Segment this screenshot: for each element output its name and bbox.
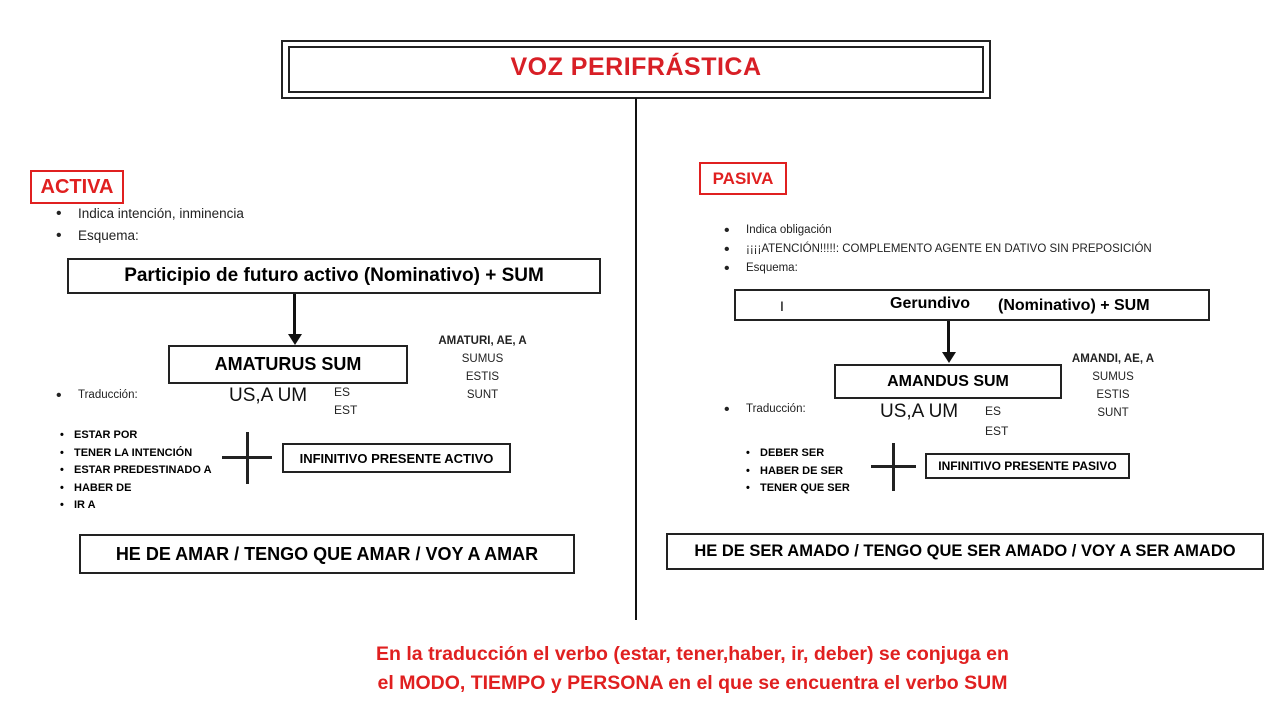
activa-usa-ending: US,A UM [229,385,308,406]
activa-plus-sign-v [246,432,249,484]
pasiva-est: EST [985,424,1009,438]
activa-schema-box: Participio de futuro activo (Nominativo) + SUM [67,258,601,294]
activa-translation-item: • ESTAR PREDESTINADO A [58,462,212,480]
pasiva-infinitive-box: INFINITIVO PRESENTE PASIVO [925,453,1130,479]
activa-traduccion-label: • Traducción: [50,386,138,405]
activa-sunt: SUNT [466,389,499,401]
pasiva-schema-prefix: I [780,298,784,314]
activa-example-box: AMATURUS SUM [168,345,408,384]
activa-arrow-line [293,294,296,336]
pasiva-arrow-line [947,321,950,354]
pasiva-translation-item: • DEBER SER [744,445,850,463]
pasiva-schema-suffix: (Nominativo) + SUM [998,297,1150,314]
activa-es: ES [334,385,351,399]
activa-est: EST [334,403,358,417]
activa-label: ACTIVA [30,170,124,204]
activa-translations [58,427,212,515]
pasiva-schema-box [734,289,1210,321]
pasiva-bullet: • Esquema: [718,259,1152,278]
activa-translation-item: • IR A [58,497,212,515]
activa-estis: ESTIS [465,371,500,383]
pasiva-translation-item: • HABER DE SER [744,463,850,481]
pasiva-label: PASIVA [699,162,787,195]
bottom-note [300,640,1085,698]
pasiva-plus-sign-v [892,443,895,491]
pasiva-sumus: SUMUS [1092,371,1134,383]
activa-traduccion-row [50,386,138,405]
bottom-note-line2: el MODO, TIEMPO y PERSONA en el que se encuentra el verbo SUM [377,672,1008,694]
pasiva-plural-conjugation [1058,350,1168,422]
activa-bullet: • Esquema: [50,225,244,247]
title-box [281,40,991,99]
activa-translation-item: • TENER LA INTENCIÓN [58,445,212,463]
title-inner-box [288,46,984,93]
pasiva-bullet: • Indica obligación [718,221,1152,240]
activa-plural-head: AMATURI, AE, A [438,335,527,347]
pasiva-traduccion-row [718,400,806,419]
activa-arrow-head [288,334,302,345]
pasiva-traduccion-label: • Traducción: [718,400,806,419]
pasiva-estis: ESTIS [1096,389,1130,401]
activa-sumus: SUMUS [461,353,504,365]
page-title: VOZ PERIFRÁSTICA [510,53,762,81]
pasiva-schema-gerundivo: Gerundivo [890,295,971,312]
pasiva-plural-head: AMANDI, AE, A [1071,353,1155,365]
pasiva-translation-item: • TENER QUE SER [744,480,850,498]
pasiva-arrow-head [942,352,956,363]
center-divider [635,98,637,620]
activa-infinitive-box: INFINITIVO PRESENTE ACTIVO [282,443,511,473]
pasiva-result-box: HE DE SER AMADO / TENGO QUE SER AMADO / VOY A SER AMADO [666,533,1264,570]
pasiva-bullet: • ¡¡¡¡ATENCIÓN!!!!!: COMPLEMENTO AGENTE EN DATIVO SIN PREPOSICIÓN [718,240,1152,259]
activa-bullet: • Indica intención, inminencia [50,203,244,225]
pasiva-usa-ending: US,A UM [880,401,959,422]
activa-bullets [50,203,244,247]
activa-translation-item: • HABER DE [58,480,212,498]
bottom-note-line1: En la traducción el verbo (estar, tener,haber, ir, deber) se conjuga en [376,643,1009,665]
activa-translation-item: • ESTAR POR [58,427,212,445]
pasiva-sunt: SUNT [1097,407,1129,419]
activa-plural-conjugation [420,332,545,404]
activa-result-box: HE DE AMAR / TENGO QUE AMAR / VOY A AMAR [79,534,575,574]
pasiva-es: ES [985,404,1002,418]
pasiva-translations [744,445,850,498]
pasiva-example-box: AMANDUS SUM [834,364,1062,399]
pasiva-bullets [718,221,1152,278]
